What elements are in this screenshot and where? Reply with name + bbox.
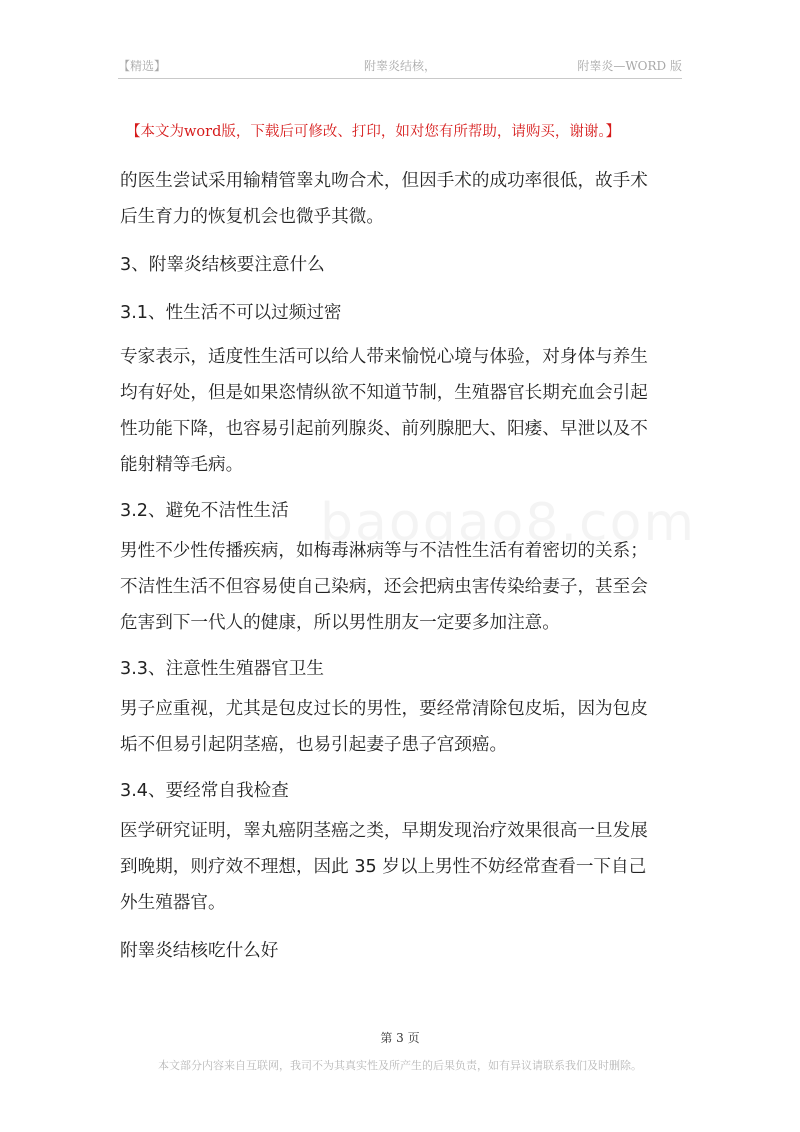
text-line: 到晚期，则疗效不理想，因此 35 岁以上男性不妨经常查看一下自己 (120, 857, 647, 877)
text-line: 后生育力的恢复机会也微乎其微。 (120, 207, 384, 227)
text-line: 的医生尝试采用输精管睾丸吻合术，但因手术的成功率很低，故手术 (120, 171, 648, 191)
header-divider (118, 78, 682, 79)
text-line: 男子应重视，尤其是包皮过长的男性，要经常清除包皮垢，因为包皮 (120, 699, 648, 719)
text-line: 能射精等毛病。 (120, 455, 244, 475)
header-left-text: 【精选】 (118, 59, 167, 73)
text-line: 均有好处，但是如果恣情纵欲不知道节制，生殖器官长期充血会引起 (120, 383, 648, 403)
subsection-heading: 3.2、避免不洁性生活 (120, 501, 289, 521)
text-line: 垢不但易引起阴茎癌，也易引起妻子患子宫颈癌。 (120, 735, 508, 755)
text-line: 男性不少性传播疾病，如梅毒淋病等与不洁性生活有着密切的关系； (120, 541, 648, 561)
header-title: 附睾炎结核， (363, 59, 436, 73)
subsection-heading: 3.4、要经常自我检查 (120, 781, 289, 801)
header-right-text: 附睾炎—WORD 版 (577, 59, 682, 73)
document-body (120, 163, 682, 969)
page-number: 第 3 页 (380, 1031, 420, 1045)
download-notice: 【本文为word版，下载后可修改、打印，如对您有所帮助，请购买，谢谢。】 (126, 124, 621, 140)
footer-disclaimer: 本文部分内容来自互联网，我司不为其真实性及所产生的后果负责，如有异议请联系我们及时删除。 (158, 1059, 642, 1072)
text-line: 危害到下一代人的健康，所以男性朋友一定要多加注意。 (120, 613, 560, 633)
subsection-heading: 3.1、性生活不可以过频过密 (120, 303, 342, 323)
page-header (118, 57, 682, 77)
subsection-heading: 3.3、注意性生殖器官卫生 (120, 659, 324, 679)
section-heading: 附睾炎结核吃什么好 (120, 941, 279, 961)
text-line: 性功能下降，也容易引起前列腺炎、前列腺肥大、阳痿、早泄以及不 (120, 419, 648, 439)
text-line: 专家表示，适度性生活可以给人带来愉悦心境与体验，对身体与养生 (120, 347, 648, 367)
text-line: 不洁性生活不但容易使自己染病，还会把病虫害传染给妻子，甚至会 (120, 577, 648, 597)
section-heading: 3、附睾炎结核要注意什么 (120, 255, 325, 275)
text-line: 外生殖器官。 (120, 893, 226, 913)
text-line: 医学研究证明，睾丸癌阴茎癌之类，早期发现治疗效果很高一旦发展 (120, 821, 648, 841)
